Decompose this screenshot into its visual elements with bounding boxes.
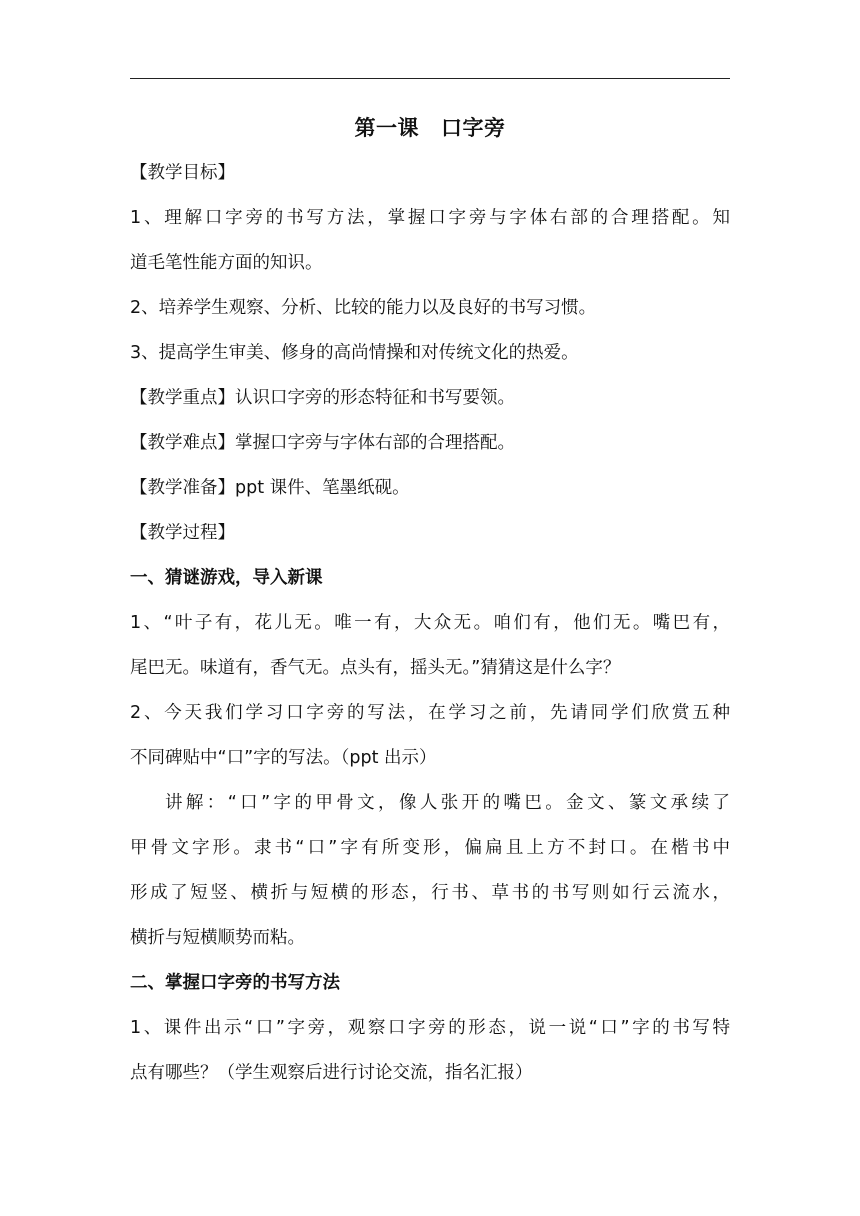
section-2-item-1-line-2: 点有哪些？（学生观察后进行讨论交流，指名汇报）	[130, 1063, 533, 1083]
section-1-item-1-line-2: 尾巴无。味道有，香气无。点头有，摇头无。”猜猜这是什么字？	[130, 658, 621, 678]
section-1-item-2-line-2: 不同碑贴中“口”字的写法。（ppt 出示）	[130, 748, 437, 768]
explanation-paragraph	[130, 781, 730, 961]
section-2-item-1	[130, 1006, 730, 1096]
explanation-line-3: 形成了短竖、横折与短横的形态，行书、草书的书写则如行云流水，	[130, 883, 730, 903]
section-1-item-1	[130, 601, 730, 691]
section-2-item-1-line-1: 1、课件出示“口”字旁，观察口字旁的形态，说一说“口”字的书写特	[130, 1018, 730, 1038]
lesson-name: 口字旁	[441, 116, 506, 140]
header-rule	[130, 78, 730, 79]
section-2-heading: 二、掌握口字旁的书写方法	[130, 973, 340, 993]
document-page	[130, 0, 730, 1216]
section-1-item-2-line-1: 2、今天我们学习口字旁的写法，在学习之前，先请同学们欣赏五种	[130, 703, 730, 723]
preparation: 【教学准备】ppt 课件、笔墨纸砚。	[130, 478, 410, 498]
explanation-line-1: 讲解：“口”字的甲骨文，像人张开的嘴巴。金文、篆文承续了	[165, 793, 730, 813]
lesson-title	[130, 106, 730, 151]
section-1-item-1-line-1: 1、“叶子有，花儿无。唯一有，大众无。咱们有，他们无。嘴巴有，	[130, 613, 730, 633]
lesson-number: 第一课	[354, 116, 419, 140]
objective-1-line-2: 道毛笔性能方面的知识。	[130, 253, 323, 273]
difficulties: 【教学难点】掌握口字旁与字体右部的合理搭配。	[130, 433, 515, 453]
document-content	[130, 106, 730, 1096]
process-heading: 【教学过程】	[130, 523, 235, 543]
key-points: 【教学重点】认识口字旁的形态特征和书写要领。	[130, 388, 515, 408]
objectives-heading: 【教学目标】	[130, 163, 235, 183]
section-1-item-2	[130, 691, 730, 781]
objective-1-line-1: 1、理解口字旁的书写方法，掌握口字旁与字体右部的合理搭配。知	[130, 208, 730, 228]
section-1-heading: 一、猜谜游戏，导入新课	[130, 568, 323, 588]
objective-2: 2、培养学生观察、分析、比较的能力以及良好的书写习惯。	[130, 298, 597, 318]
explanation-line-4: 横折与短横顺势而粘。	[130, 928, 305, 948]
explanation-line-2: 甲骨文字形。隶书“口”字有所变形，偏扁且上方不封口。在楷书中	[130, 838, 730, 858]
objective-1	[130, 196, 730, 286]
objective-3: 3、提高学生审美、修身的高尚情操和对传统文化的热爱。	[130, 343, 579, 363]
